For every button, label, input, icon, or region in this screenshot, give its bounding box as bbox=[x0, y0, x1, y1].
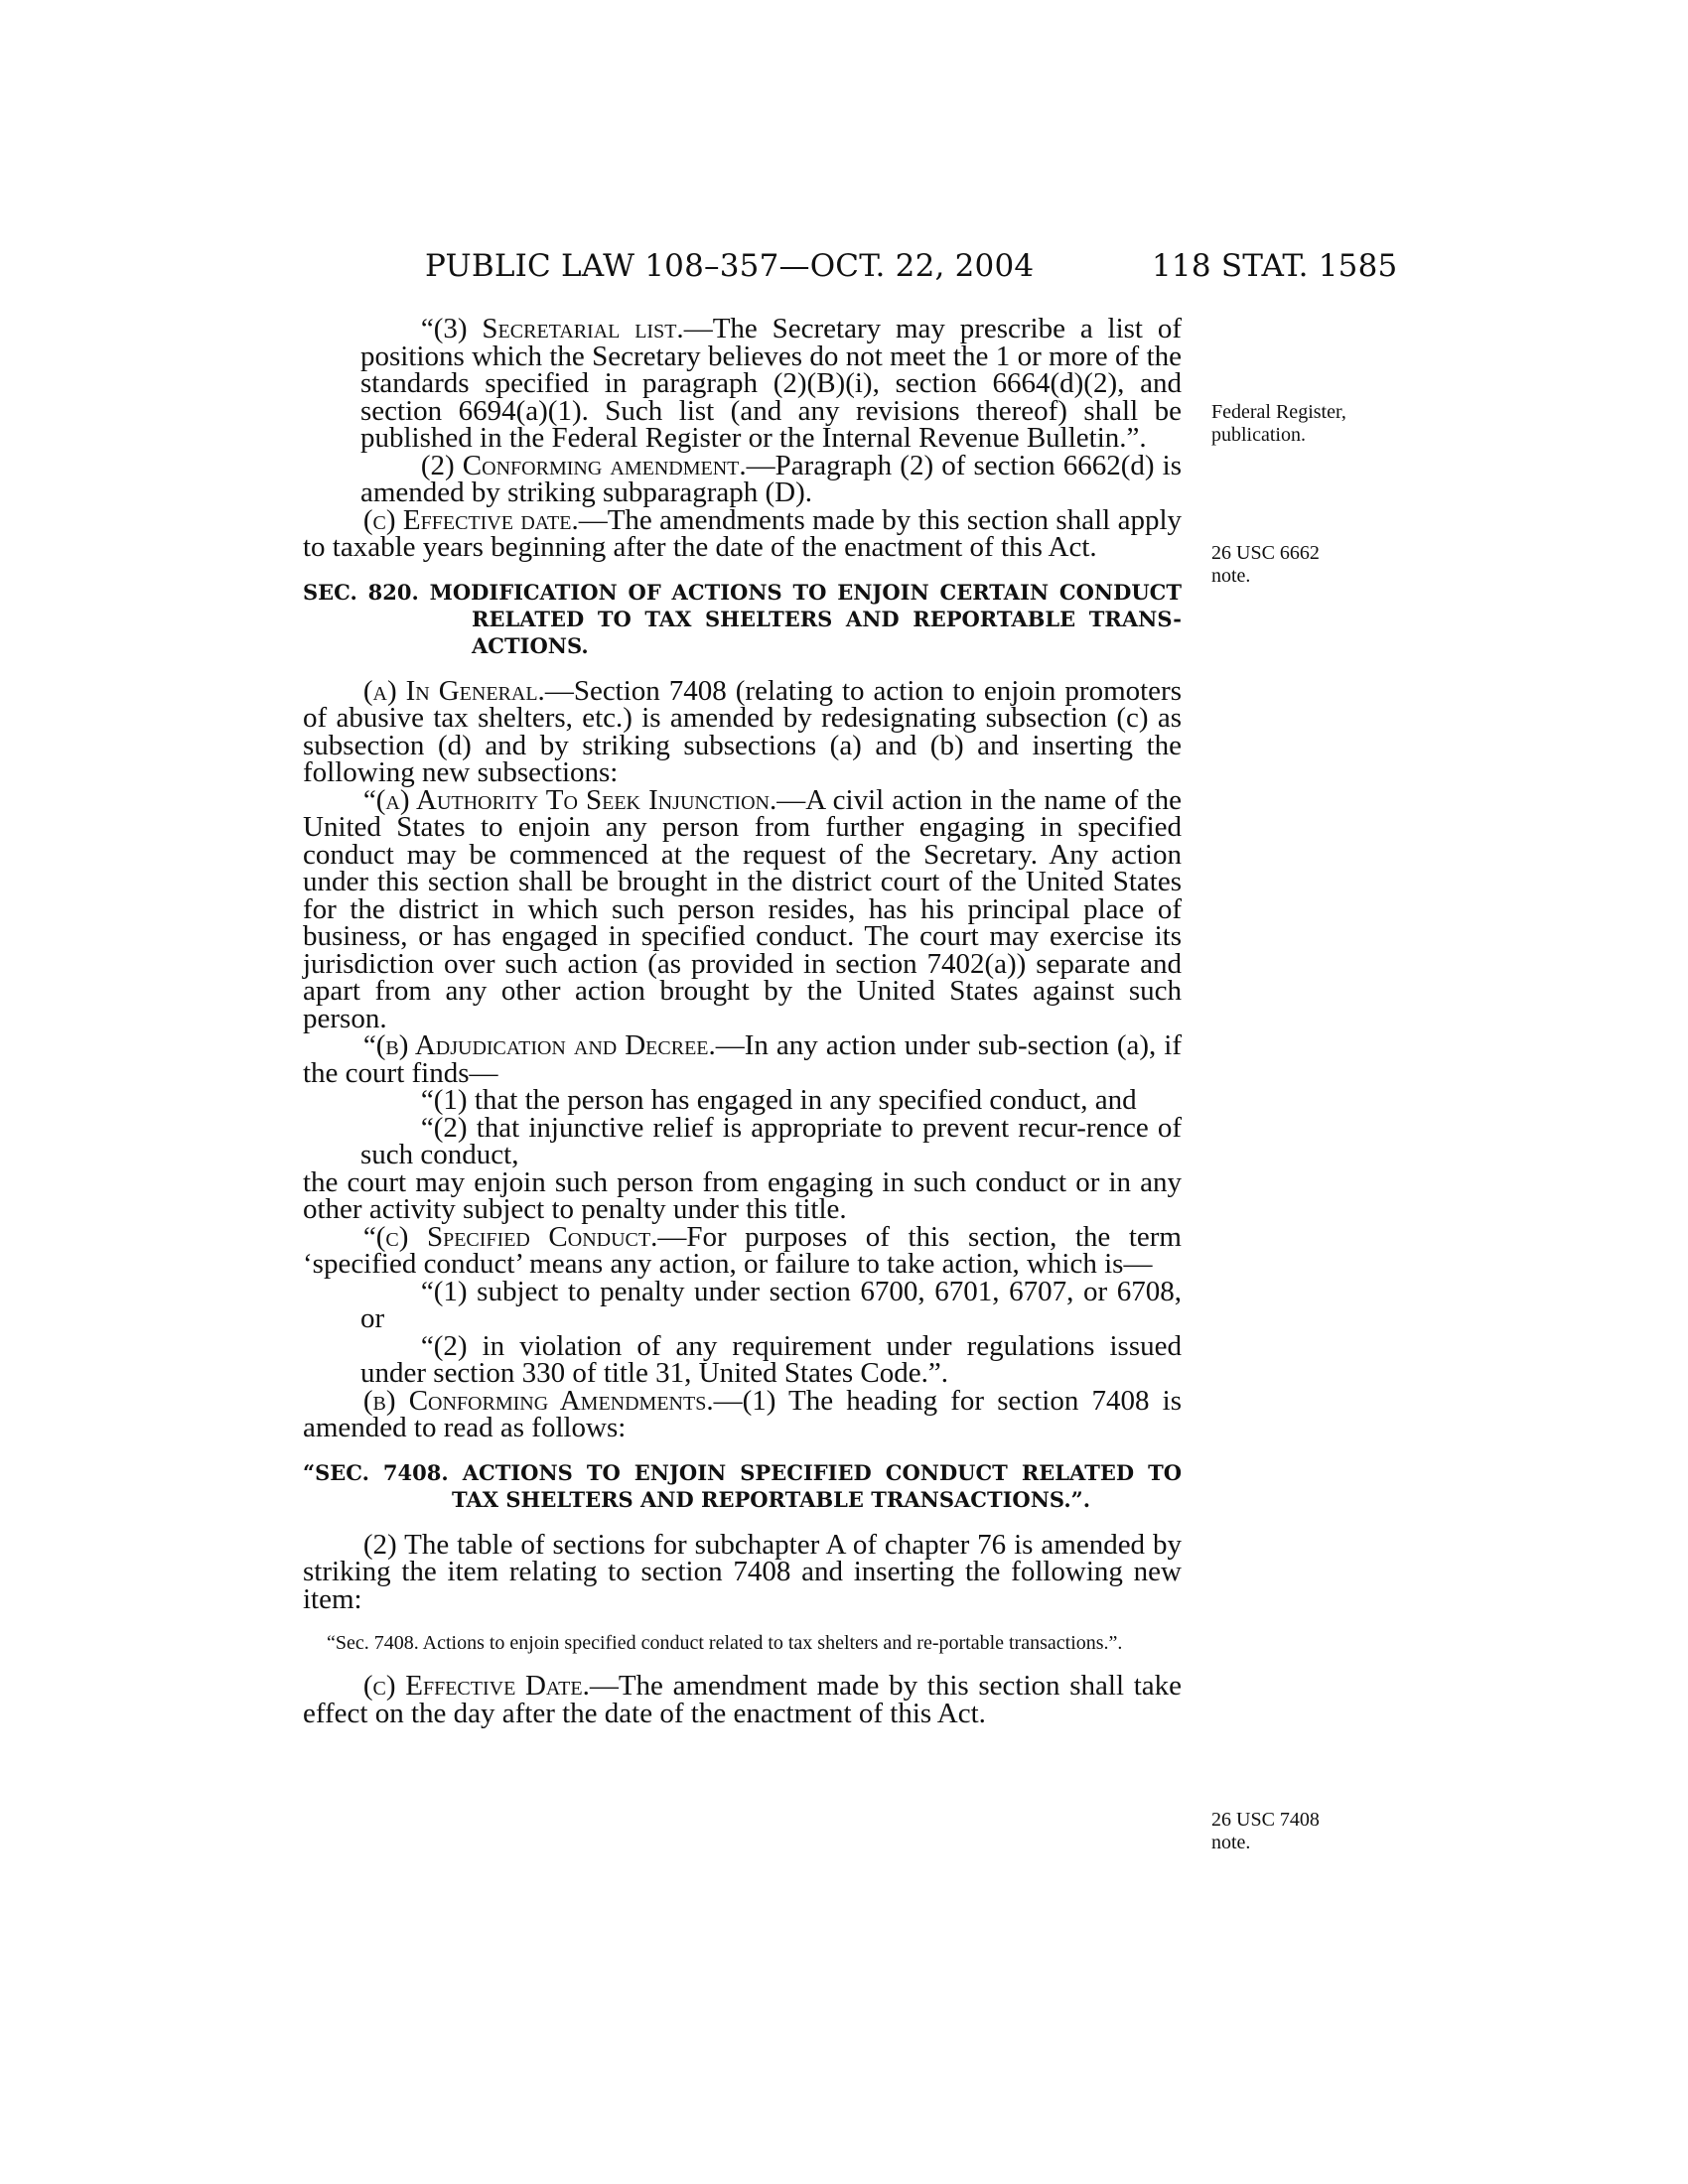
paragraph-heading: “(a) Authority To Seek Injunction. bbox=[362, 783, 777, 816]
paragraph-secretarial-list bbox=[303, 313, 1182, 454]
paragraph-conforming-amendment bbox=[303, 449, 1182, 508]
clause-b2: “(2) that injunctive relief is appropriate to prevent recur-rence of such conduct, bbox=[360, 1111, 1182, 1170]
section-heading-7408: “SEC. 7408. ACTIONS TO ENJOIN SPECIFIED CONDUCT RELATED TO TAX SHELTERS AND REPORTABLE TRANSACTIONS.”. bbox=[303, 1459, 1182, 1512]
paragraph-effective-date-2 bbox=[303, 1670, 1182, 1729]
paragraph-text: —The amendments made by this section shall apply to taxable years beginning after the date of the enactment of this Act. bbox=[303, 503, 1183, 563]
paragraph-text: —For purposes of this section, the term ‘specified conduct’ means any action, or failure to take action, which is— bbox=[303, 1220, 1182, 1280]
paragraph-text: —Paragraph (2) of section 6662(d) is amended by striking subparagraph (D). bbox=[360, 449, 1182, 508]
paragraph-text: —The amendment made by this section shall take effect on the day after the date of the enactment of this Act. bbox=[303, 1670, 1182, 1729]
table-of-sections-item: “Sec. 7408. Actions to enjoin specified conduct related to tax shelters and re-portable transactions.”. bbox=[327, 1632, 1123, 1654]
paragraph-heading: (a) In General. bbox=[362, 674, 545, 707]
running-header-title: PUBLIC LAW 108–357—OCT. 22, 2004 bbox=[425, 248, 1035, 284]
paragraph-conforming-amendments bbox=[303, 1384, 1182, 1443]
document-body bbox=[303, 313, 1183, 1729]
paragraph-court-may-enjoin: the court may enjoin such person from engaging in such conduct or in any other activity subject to penalty under this title. bbox=[303, 1165, 1182, 1225]
paragraph-effective-date bbox=[303, 503, 1183, 563]
clause-b1: “(1) that the person has engaged in any specified conduct, and bbox=[420, 1084, 1137, 1116]
page-stat-number: 118 STAT. 1585 bbox=[1152, 248, 1398, 284]
paragraph-heading: “(b) Adjudication and Decree. bbox=[362, 1029, 716, 1061]
margin-note-line: note. bbox=[1211, 565, 1251, 587]
paragraph-table-of-sections: (2) The table of sections for subchapter A of chapter 76 is amended by striking the item relating to section 7408 and inserting the following new item: bbox=[303, 1528, 1182, 1615]
paragraph-specified-conduct bbox=[303, 1220, 1182, 1280]
paragraph-in-general bbox=[303, 674, 1182, 788]
paragraph-heading: (2) Conforming amendment. bbox=[420, 449, 747, 481]
paragraph-text: —(1) The heading for section 7408 is amended to read as follows: bbox=[303, 1384, 1182, 1443]
margin-note-line: 26 USC 6662 bbox=[1211, 542, 1320, 564]
paragraph-heading: (c) Effective Date. bbox=[362, 1670, 590, 1702]
paragraph-authority-injunction bbox=[303, 783, 1182, 1034]
paragraph-adjudication bbox=[303, 1029, 1183, 1089]
paragraph-text: —In any action under sub-section (a), if the court finds— bbox=[303, 1029, 1183, 1089]
paragraph-text: —The Secretary may prescribe a list of positions which the Secretary believes do not meet the 1 or more of the standards specified in paragraph (2)(B)(i), section 6664(d)(2), and section 6694(a)(1). Such list (and any revisions thereof) shall be published in the Federal Register or the Internal Revenue Bulletin.”. bbox=[360, 313, 1182, 454]
paragraph-heading: “(c) Specified Conduct. bbox=[362, 1220, 658, 1253]
margin-note-26usc6662 bbox=[1211, 542, 1320, 588]
margin-note-line: note. bbox=[1211, 1832, 1251, 1853]
margin-note-line: 26 USC 7408 bbox=[1211, 1809, 1320, 1831]
margin-note-line: Federal Register, bbox=[1211, 401, 1346, 423]
margin-note-line: publication. bbox=[1211, 424, 1306, 446]
clause-c1: “(1) subject to penalty under section 6700, 6701, 6707, or 6708, or bbox=[360, 1275, 1182, 1334]
paragraph-text: —Section 7408 (relating to action to enjoin promoters of abusive tax shelters, etc.) is amended by redesignating subsection (c) as subsection (d) and by striking subsections (a) and (b) and inserting the following new subsections: bbox=[303, 674, 1182, 788]
margin-note-26usc7408 bbox=[1211, 1809, 1320, 1854]
paragraph-heading: “(3) Secretarial list. bbox=[420, 313, 684, 344]
paragraph-heading: (b) Conforming Amendments. bbox=[362, 1384, 714, 1417]
section-heading-820: SEC. 820. MODIFICATION OF ACTIONS TO ENJOIN CERTAIN CONDUCT RELATED TO TAX SHELTERS AND REPORTABLE TRANS-ACTIONS. bbox=[303, 579, 1182, 658]
paragraph-heading: (c) Effective date. bbox=[362, 503, 579, 536]
clause-c2: “(2) in violation of any requirement under regulations issued under section 330 of title 31, United States Code.”. bbox=[360, 1329, 1182, 1389]
paragraph-text: —A civil action in the name of the United States to enjoin any person from further engaging in specified conduct may be commenced at the request of the Secretary. Any action under this section shall be brought in the district court of the United States for the district in which such person resides, has his principal place of business, or has engaged in specified conduct. The court may exercise its jurisdiction over such action (as provided in section 7402(a)) separate and apart from any other action brought by the United States against such person. bbox=[303, 783, 1182, 1034]
margin-note-federal-register bbox=[1211, 401, 1346, 447]
